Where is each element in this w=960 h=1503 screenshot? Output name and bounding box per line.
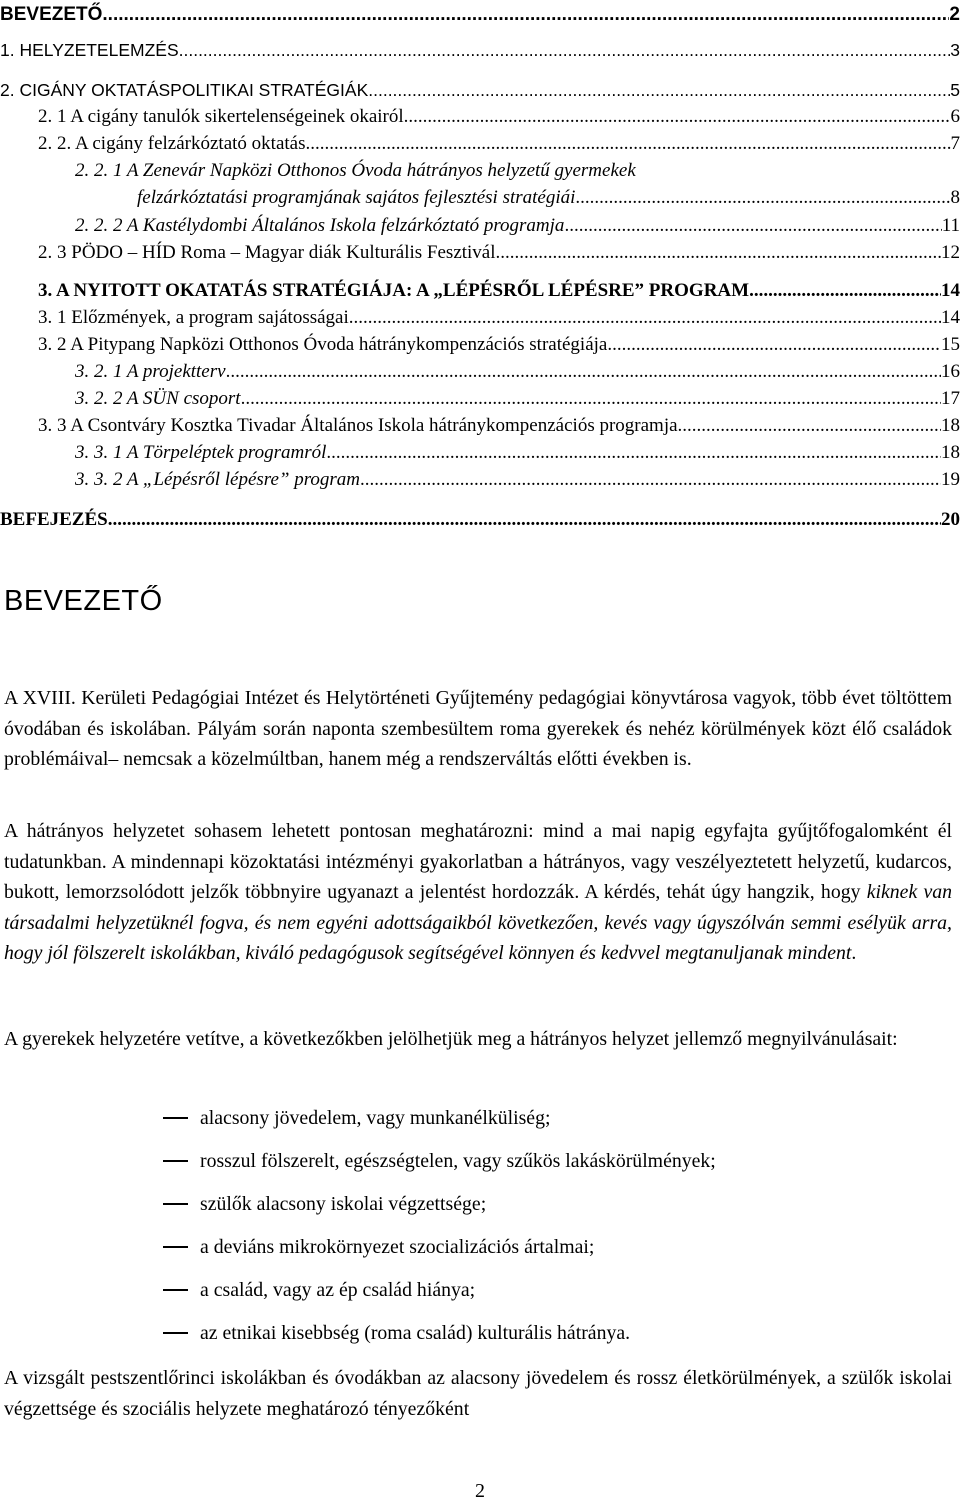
toc-entry[interactable] — [38, 240, 960, 266]
toc-entry[interactable] — [0, 37, 960, 63]
toc-entry[interactable] — [137, 185, 960, 211]
toc-entry-label: 3. 1 Előzmények, a program sajátosságai — [38, 307, 349, 328]
toc-entry-page: 11 — [941, 215, 960, 236]
toc-entry[interactable] — [75, 467, 960, 493]
toc-entry-label: 3. 2 A Pitypang Napközi Otthonos Óvoda hátránykompenzációs stratégiája — [38, 334, 608, 355]
toc-entry-label: BEVEZETŐ — [0, 4, 103, 25]
toc-entry-label: 2. 3 PÖDO – HÍD Roma – Magyar diák Kulturális Fesztivál — [38, 242, 496, 263]
toc-entry-page: 2 — [949, 4, 960, 25]
toc-entry-label: 3. 3. 1 A Törpeléptek programról — [75, 442, 327, 463]
toc-entry-page: 17 — [941, 388, 960, 409]
toc-entry[interactable] — [0, 2, 960, 28]
toc-entry-label: BEFEJEZÉS — [0, 509, 108, 530]
dash-icon — [163, 1160, 188, 1162]
toc-entry[interactable] — [38, 131, 960, 157]
toc-entry-page: 16 — [941, 361, 960, 382]
toc-entry[interactable] — [0, 507, 960, 533]
dash-icon — [163, 1203, 188, 1205]
toc-entry-page: 19 — [941, 469, 960, 490]
toc-entry-page: 18 — [941, 415, 960, 436]
dash-icon — [163, 1246, 188, 1248]
toc-entry-label: 1. HELYZETELEMZÉS — [0, 40, 179, 60]
dash-icon — [163, 1332, 188, 1334]
list-item: rosszul fölszerelt, egészségtelen, vagy szűkös lakáskörülmények; — [163, 1147, 716, 1175]
paragraph-intro: A XVIII. Kerületi Pedagógiai Intézet és Helytörténeti Gyűjtemény pedagógiai könyvtárosa vagyok, több évet töltöttem óvodában és iskolában. Pályám során naponta szembesültem roma gyerekek és nehéz körülmények közt élő családok problémáival– nemcsak a közelmúltban, hanem még a rendszerváltás előtti években is. — [4, 687, 952, 771]
dash-icon — [163, 1117, 188, 1119]
toc-entry-label: 3. 3. 2 A „Lépésről lépésre” program — [75, 469, 361, 490]
paragraph-findings: A vizsgált pestszentlőrinci iskolákban és óvodákban az alacsony jövedelem és rossz életkörülmények, a szülők iskolai végzettsége és szociális helyzete meghatározó tényezőként — [4, 1367, 952, 1420]
toc-entry-page: 14 — [941, 307, 960, 328]
toc-entry-label: 3. 3 A Csontváry Kosztka Tivadar Általános Iskola hátránykompenzációs programja — [38, 415, 678, 436]
list-item: a család, vagy az ép család hiánya; — [163, 1276, 475, 1304]
toc-entry[interactable] — [38, 332, 960, 358]
toc-entry-label: 3. A NYITOTT OKATATÁS STRATÉGIÁJA: A „LÉPÉSRŐL LÉPÉSRE” PROGRAM. — [38, 280, 754, 301]
toc-entry[interactable] — [0, 77, 960, 103]
toc-entry[interactable] — [38, 104, 960, 130]
toc-entry-page: 20 — [941, 509, 960, 530]
toc-entry[interactable] — [75, 213, 960, 239]
toc-entry-page: 8 — [950, 187, 960, 208]
toc-entry-label: 3. 2. 2 A SÜN csoport — [75, 388, 241, 409]
paragraph-manifestations: A gyerekek helyzetére vetítve, a következőkben jelölhetjük meg a hátrányos helyzet jellemző megnyilvánulásait: — [4, 1028, 898, 1050]
toc-entry[interactable] — [38, 305, 960, 331]
toc-entry-label: 2. CIGÁNY OKTATÁSPOLITIKAI STRATÉGIÁK — [0, 80, 369, 100]
toc-entry-page: 18 — [941, 442, 960, 463]
toc-entry[interactable] — [75, 386, 960, 412]
toc-entry-page: 3 — [950, 40, 960, 60]
toc-entry[interactable] — [75, 158, 960, 184]
toc-entry-page: 5 — [950, 80, 960, 100]
dash-icon — [163, 1289, 188, 1291]
list-item: a deviáns mikrokörnyezet szocializációs ártalmai; — [163, 1233, 594, 1261]
toc-entry-label: 2. 2. 1 A Zenevár Napközi Otthonos Óvoda hátrányos helyzetű gyermekek — [75, 160, 636, 181]
toc-entry-page: 6 — [950, 106, 960, 127]
list-item: alacsony jövedelem, vagy munkanélküliség; — [163, 1104, 550, 1132]
toc-entry[interactable] — [38, 278, 960, 304]
toc-entry-label: 3. 2. 1 A projektterv — [75, 361, 226, 382]
section-heading: BEVEZETŐ — [4, 585, 163, 617]
toc-entry-page: 14 — [941, 280, 960, 301]
paragraph-disadvantage: A hátrányos helyzetet sohasem lehetett pontosan meghatározni: mind a mai napig egyfajta gyűjtőfogalomként él tudatunkban. A mindennapi közoktatási intézményi gyakorlatban a hátrányos, vagy veszélyeztetett helyzetű, kudarcos, bukott, lemorzsolódott jelzők többnyire ugyanazt a jelentést hordozzák. A kérdés, tehát úgy hangzik, hogy kiknek van társadalmi helyzetüknél fogva, és nem egyéni adottságaikból következően, kevés vagy úgyszólván semmi esélyük arra, hogy jól fölszerelt iskolákban, kiváló pedagógusok segítségével könnyen és kedvvel megtanuljanak mindent. — [4, 820, 953, 965]
list-item: az etnikai kisebbség (roma család) kulturális hátránya. — [163, 1319, 630, 1347]
toc-entry-page: 7 — [950, 133, 960, 154]
toc-entry-label: 2. 2. A cigány felzárkóztató oktatás — [38, 133, 306, 154]
emphasized-question: kiknek van társadalmi helyzetüknél fogva, és nem egyéni adottságaikból következően, kevés vagy úgyszólván semmi esélyük arra, hogy jól fölszerelt iskolákban, kiváló pedagógusok segítségével könnyen és kedvvel megtanuljanak mindent — [4, 881, 953, 965]
toc-entry[interactable] — [75, 440, 960, 466]
list-item: szülők alacsony iskolai végzettsége; — [163, 1190, 486, 1218]
toc-entry-label: 2. 2. 2 A Kastélydombi Általános Iskola felzárkóztató programja — [75, 215, 565, 236]
toc-entry[interactable] — [38, 413, 960, 439]
page-number: 2 — [475, 1480, 485, 1502]
toc-entry-page: 12 — [941, 242, 960, 263]
toc-entry-label: 2. 1 A cigány tanulók sikertelenségeinek okairól — [38, 106, 404, 127]
toc-entry-page: 15 — [941, 334, 960, 355]
toc-entry[interactable] — [75, 359, 960, 385]
toc-entry-label: felzárkóztatási programjának sajátos fejlesztési stratégiái — [137, 187, 576, 208]
